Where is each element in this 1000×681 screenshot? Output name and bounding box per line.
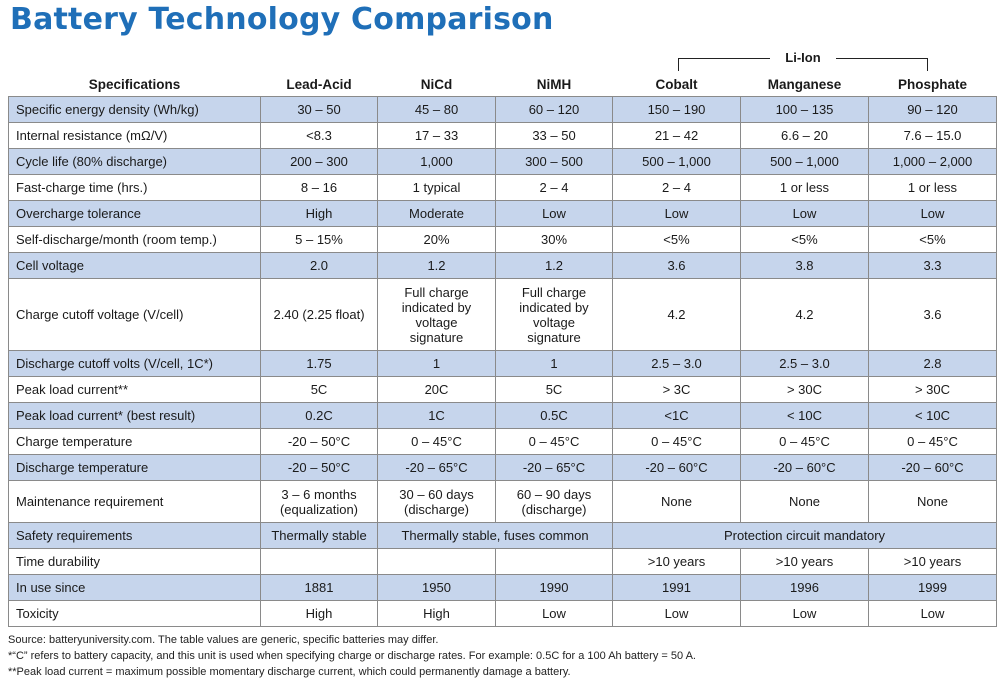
table-cell: 5C xyxy=(261,377,378,403)
table-cell: Full charge indicated by voltage signature xyxy=(378,279,496,351)
table-cell: 1950 xyxy=(378,575,496,601)
table-cell: >10 years xyxy=(869,549,997,575)
column-header-specifications: Specifications xyxy=(88,76,181,92)
table-cell: >10 years xyxy=(613,549,741,575)
table-row xyxy=(9,601,997,627)
li-ion-group-label: Li-Ion xyxy=(770,50,836,66)
table-cell: 1 or less xyxy=(869,175,997,201)
table-cell: 2.5 – 3.0 xyxy=(613,351,741,377)
table-cell: 2 – 4 xyxy=(496,175,613,201)
table-cell: 60 – 90 days (discharge) xyxy=(496,481,613,523)
table-row xyxy=(9,253,997,279)
table-cell: 0 – 45°C xyxy=(378,429,496,455)
table-cell: 1,000 xyxy=(378,149,496,175)
table-row xyxy=(9,377,997,403)
column-header-cobalt: Cobalt xyxy=(655,76,698,92)
table-cell: 4.2 xyxy=(613,279,741,351)
table-cell: 1,000 – 2,000 xyxy=(869,149,997,175)
table-cell: 1881 xyxy=(261,575,378,601)
table-row xyxy=(9,123,997,149)
table-cell: Low xyxy=(741,201,869,227)
table-cell: 1996 xyxy=(741,575,869,601)
table-cell: 2 – 4 xyxy=(613,175,741,201)
table-cell: 3.3 xyxy=(869,253,997,279)
spec-label: Charge cutoff voltage (V/cell) xyxy=(9,279,261,351)
spec-label: Toxicity xyxy=(9,601,261,627)
table-cell: 500 – 1,000 xyxy=(741,149,869,175)
table-cell: 3.6 xyxy=(869,279,997,351)
spec-label: Self-discharge/month (room temp.) xyxy=(9,227,261,253)
table-cell: <5% xyxy=(741,227,869,253)
table-cell: 1990 xyxy=(496,575,613,601)
spec-label: Time durability xyxy=(9,549,261,575)
table-cell: 0 – 45°C xyxy=(741,429,869,455)
table-cell: 500 – 1,000 xyxy=(613,149,741,175)
column-header-nimh: NiMH xyxy=(536,76,572,92)
spec-label: Discharge cutoff volts (V/cell, 1C*) xyxy=(9,351,261,377)
table-row xyxy=(9,201,997,227)
table-cell: <5% xyxy=(613,227,741,253)
table-cell: 90 – 120 xyxy=(869,97,997,123)
page-title: Battery Technology Comparison xyxy=(10,2,554,37)
table-row xyxy=(9,403,997,429)
table-cell: 1.2 xyxy=(378,253,496,279)
table-cell: 150 – 190 xyxy=(613,97,741,123)
table-cell: -20 – 60°C xyxy=(613,455,741,481)
table-cell: 200 – 300 xyxy=(261,149,378,175)
table-cell: 2.0 xyxy=(261,253,378,279)
spec-label: Peak load current* (best result) xyxy=(9,403,261,429)
table-cell: None xyxy=(741,481,869,523)
table-cell: 45 – 80 xyxy=(378,97,496,123)
footnote-c-rate: *“C” refers to battery capacity, and this unit is used when specifying charge or discharge rates. For example: 0.5C for a 100 Ah battery = 50 A. xyxy=(8,650,696,662)
table-row xyxy=(9,523,997,549)
footnotes xyxy=(8,632,696,680)
table-cell: < 10C xyxy=(741,403,869,429)
table-cell: 20% xyxy=(378,227,496,253)
table-cell: Low xyxy=(613,201,741,227)
column-header-nicd: NiCd xyxy=(420,76,453,92)
column-header-manganese: Manganese xyxy=(767,76,842,92)
table-cell: 5C xyxy=(496,377,613,403)
table-cell: Protection circuit mandatory xyxy=(613,523,997,549)
table-cell: 2.8 xyxy=(869,351,997,377)
table-cell: 300 – 500 xyxy=(496,149,613,175)
table-cell: 30% xyxy=(496,227,613,253)
spec-label: Specific energy density (Wh/kg) xyxy=(9,97,261,123)
table-row xyxy=(9,481,997,523)
table-cell: 30 – 60 days (discharge) xyxy=(378,481,496,523)
table-cell: 1 xyxy=(378,351,496,377)
table-cell: 1 or less xyxy=(741,175,869,201)
table-cell: 1999 xyxy=(869,575,997,601)
table-cell: -20 – 60°C xyxy=(869,455,997,481)
table-cell: 0 – 45°C xyxy=(869,429,997,455)
table-cell: 3 – 6 months (equalization) xyxy=(261,481,378,523)
table-cell: 0.5C xyxy=(496,403,613,429)
header-row xyxy=(9,72,997,97)
table-cell: Low xyxy=(869,601,997,627)
table-cell: < 10C xyxy=(869,403,997,429)
table-cell: None xyxy=(613,481,741,523)
table-row xyxy=(9,227,997,253)
table-cell: 4.2 xyxy=(741,279,869,351)
column-header-lead-acid: Lead-Acid xyxy=(286,76,352,92)
table-cell: High xyxy=(261,601,378,627)
table-cell xyxy=(378,549,496,575)
table-cell: High xyxy=(261,201,378,227)
table-cell: Thermally stable xyxy=(261,523,378,549)
spec-label: Maintenance requirement xyxy=(9,481,261,523)
table-cell: Full charge indicated by voltage signature xyxy=(496,279,613,351)
table-row xyxy=(9,549,997,575)
table-cell: 30 – 50 xyxy=(261,97,378,123)
table-cell: 8 – 16 xyxy=(261,175,378,201)
table-cell: 33 – 50 xyxy=(496,123,613,149)
table-cell: High xyxy=(378,601,496,627)
table-cell: 1C xyxy=(378,403,496,429)
table-cell: > 3C xyxy=(613,377,741,403)
source-note: Source: batteryuniversity.com. The table values are generic, specific batteries may differ. xyxy=(8,634,439,646)
table-cell: 3.8 xyxy=(741,253,869,279)
table-row xyxy=(9,455,997,481)
comparison-table xyxy=(8,72,997,627)
spec-label: Cycle life (80% discharge) xyxy=(9,149,261,175)
table-row xyxy=(9,97,997,123)
table-cell: 2.40 (2.25 float) xyxy=(261,279,378,351)
table-cell: > 30C xyxy=(741,377,869,403)
table-row xyxy=(9,351,997,377)
spec-label: Safety requirements xyxy=(9,523,261,549)
table-cell: 20C xyxy=(378,377,496,403)
table-cell: 17 – 33 xyxy=(378,123,496,149)
table-cell: Low xyxy=(496,201,613,227)
table-cell: 6.6 – 20 xyxy=(741,123,869,149)
table-cell: -20 – 50°C xyxy=(261,455,378,481)
table-cell: <1C xyxy=(613,403,741,429)
table-cell: 3.6 xyxy=(613,253,741,279)
table-cell: 21 – 42 xyxy=(613,123,741,149)
table-cell: Thermally stable, fuses common xyxy=(378,523,613,549)
table-cell: 0 – 45°C xyxy=(496,429,613,455)
spec-label: Fast-charge time (hrs.) xyxy=(9,175,261,201)
table-cell: 60 – 120 xyxy=(496,97,613,123)
spec-label: Internal resistance (mΩ/V) xyxy=(9,123,261,149)
spec-label: Peak load current** xyxy=(9,377,261,403)
table-cell: 100 – 135 xyxy=(741,97,869,123)
table-cell: 1.2 xyxy=(496,253,613,279)
footnote-peak-load: **Peak load current = maximum possible momentary discharge current, which could permanently damage a battery. xyxy=(8,666,571,678)
spec-label: Discharge temperature xyxy=(9,455,261,481)
table-cell: Low xyxy=(741,601,869,627)
table-cell: -20 – 65°C xyxy=(378,455,496,481)
table-cell: <8.3 xyxy=(261,123,378,149)
table-row xyxy=(9,575,997,601)
spec-label: In use since xyxy=(9,575,261,601)
table-cell: Low xyxy=(613,601,741,627)
spec-label: Cell voltage xyxy=(9,253,261,279)
table-cell: -20 – 50°C xyxy=(261,429,378,455)
column-header-phosphate: Phosphate xyxy=(897,76,967,92)
table-cell: Low xyxy=(496,601,613,627)
table-cell: Low xyxy=(869,201,997,227)
spec-label: Charge temperature xyxy=(9,429,261,455)
table-cell: >10 years xyxy=(741,549,869,575)
table-cell: <5% xyxy=(869,227,997,253)
table-cell: 0 – 45°C xyxy=(613,429,741,455)
table-cell: -20 – 60°C xyxy=(741,455,869,481)
spec-label: Overcharge tolerance xyxy=(9,201,261,227)
table-cell: 1991 xyxy=(613,575,741,601)
table-cell: Moderate xyxy=(378,201,496,227)
table-cell: 1 xyxy=(496,351,613,377)
table-row xyxy=(9,149,997,175)
table-cell: 1.75 xyxy=(261,351,378,377)
table-cell: -20 – 65°C xyxy=(496,455,613,481)
table-cell: 2.5 – 3.0 xyxy=(741,351,869,377)
table-cell: None xyxy=(869,481,997,523)
table-cell: > 30C xyxy=(869,377,997,403)
table-row xyxy=(9,279,997,351)
table-row xyxy=(9,175,997,201)
table-cell: 0.2C xyxy=(261,403,378,429)
table-cell: 1 typical xyxy=(378,175,496,201)
table-cell: 7.6 – 15.0 xyxy=(869,123,997,149)
table-row xyxy=(9,429,997,455)
table-cell xyxy=(496,549,613,575)
table-cell: 5 – 15% xyxy=(261,227,378,253)
table-cell xyxy=(261,549,378,575)
